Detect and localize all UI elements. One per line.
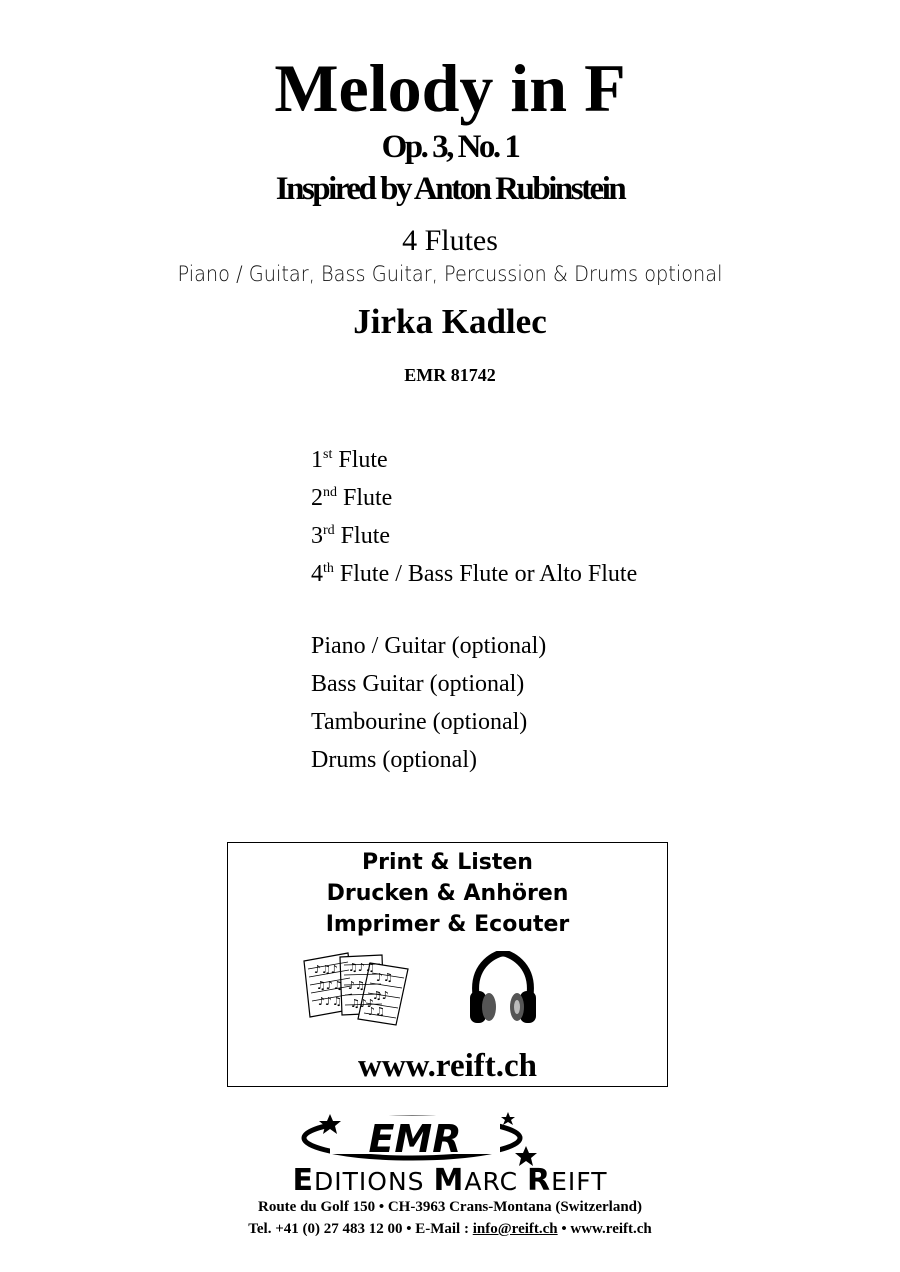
part-item: 3rd Flute xyxy=(311,523,391,549)
svg-text:♪♫: ♪♫ xyxy=(368,1005,385,1018)
svg-text:♫♪♫: ♫♪♫ xyxy=(348,961,375,974)
svg-text:♪♫♪: ♪♫♪ xyxy=(314,963,338,976)
opus-number: Op. 3, No. 1 xyxy=(381,129,519,165)
score-title: Melody in F xyxy=(274,50,626,126)
optional-part-item: Tambourine (optional) xyxy=(311,709,528,735)
part-item: 4th Flute / Bass Flute or Alto Flute xyxy=(311,561,638,587)
email-link[interactable]: info@reift.ch xyxy=(472,1221,558,1237)
publisher-address: Route du Golf 150 • CH-3963 Crans-Montana (Switzerland) xyxy=(258,1199,642,1215)
svg-text:♫♪♫: ♫♪♫ xyxy=(316,979,343,992)
part-item: 1st Flute xyxy=(311,447,388,473)
scoring: 4 Flutes xyxy=(402,224,498,257)
svg-text:♫♪♪: ♫♪♪ xyxy=(350,997,374,1010)
publisher-contact: Tel. +41 (0) 27 483 12 00 • E-Mail : info@reift.ch • www.reift.ch xyxy=(248,1221,652,1237)
parts-list xyxy=(311,441,637,779)
part-item: 2nd Flute xyxy=(311,485,393,511)
svg-text:♪♪♫: ♪♪♫ xyxy=(318,995,342,1008)
svg-text:EMR: EMR xyxy=(368,1117,462,1161)
emr-logo xyxy=(300,1108,550,1166)
website-url[interactable]: www.reift.ch xyxy=(357,1048,538,1084)
optional-instruments: Piano / Guitar, Bass Guitar, Percussion & Drums optional xyxy=(177,262,723,286)
publisher-name: EDITIONS MARC REIFT xyxy=(292,1163,608,1198)
optional-part-item: Drums (optional) xyxy=(311,747,477,773)
promo-line-en: Print & Listen xyxy=(362,850,533,875)
optional-part-item: Piano / Guitar (optional) xyxy=(311,633,547,659)
inspired-by: Inspired by Anton Rubinstein xyxy=(275,171,625,207)
headphones-icon xyxy=(468,951,538,1029)
svg-text:♫♪: ♫♪ xyxy=(372,989,389,1002)
promo-line-de: Drucken & Anhören xyxy=(326,881,569,906)
print-listen-box xyxy=(227,842,668,1087)
svg-text:♪♫: ♪♫ xyxy=(348,979,365,992)
promo-line-fr: Imprimer & Ecouter xyxy=(325,912,570,937)
sheet-music-icon xyxy=(300,951,412,1027)
composer-name: Jirka Kadlec xyxy=(353,302,547,341)
svg-text:♪♫: ♪♫ xyxy=(376,971,393,984)
optional-part-item: Bass Guitar (optional) xyxy=(311,671,525,697)
catalog-number: EMR 81742 xyxy=(404,365,496,385)
